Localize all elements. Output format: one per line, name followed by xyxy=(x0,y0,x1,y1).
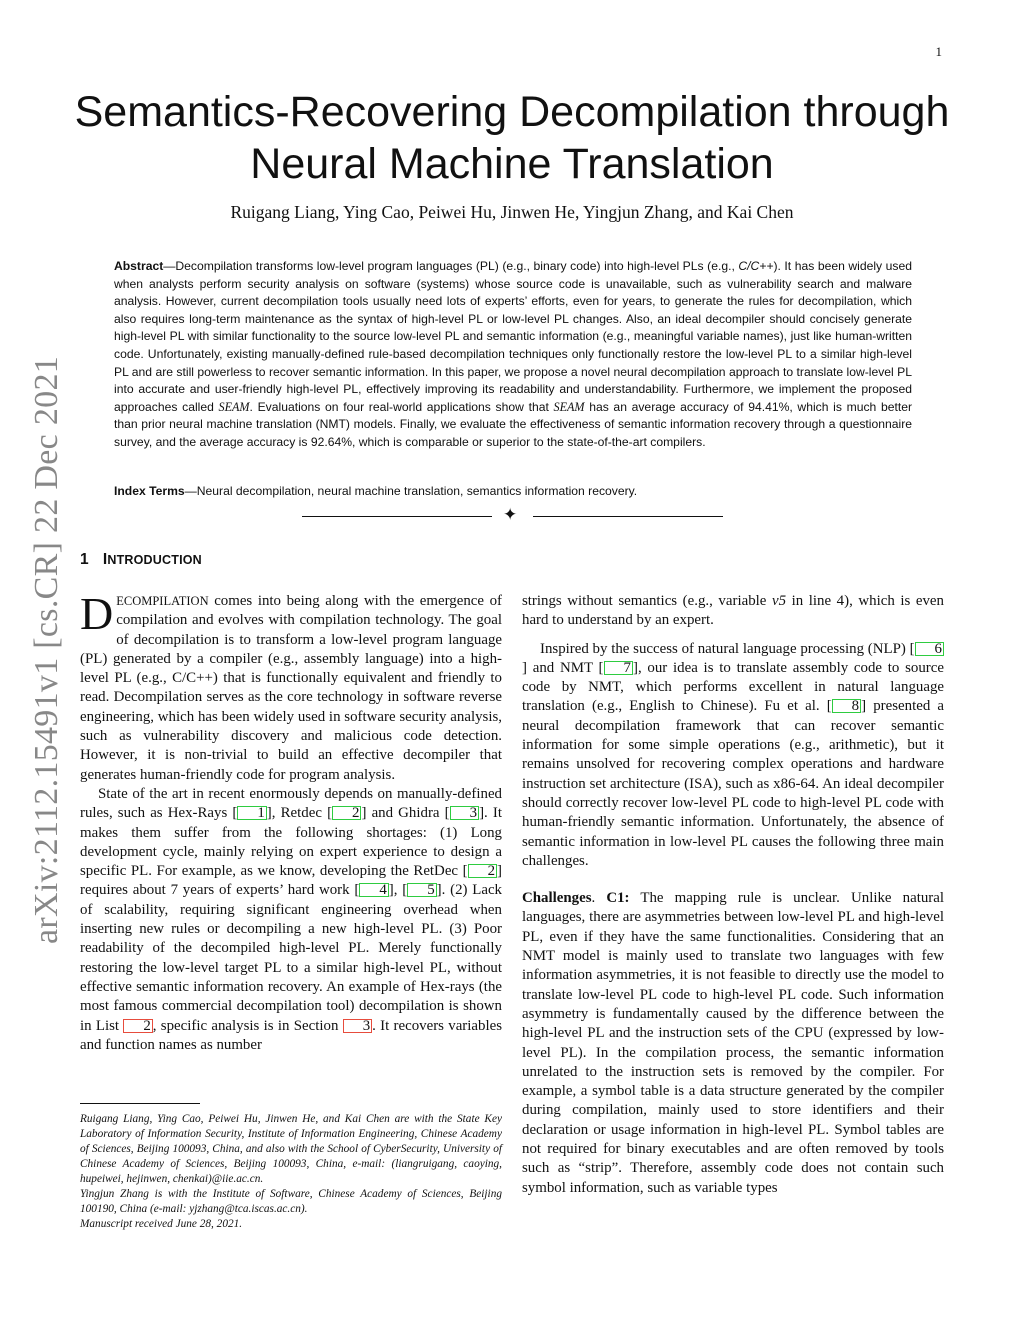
variable-name: v5 xyxy=(771,593,787,609)
paragraph-text: requires about 7 years of experts’ hard work xyxy=(80,882,355,899)
citation-link[interactable]: 6 xyxy=(915,642,944,656)
footnotes xyxy=(80,1112,502,1232)
smallcaps-word: ECOMPILATION xyxy=(116,594,209,608)
left-column xyxy=(80,588,502,1055)
abstract-seam: SEAM xyxy=(218,399,250,414)
section-title-rest: NTRODUCTION xyxy=(107,553,202,567)
paragraph-text: Inspired by the success of natural language processing (NLP) xyxy=(540,640,910,657)
challenge-label: C1: xyxy=(606,890,630,907)
index-terms-text: —Neural decompilation, neural machine translation, semantics information recovery. xyxy=(184,484,638,498)
paragraph-text: , xyxy=(393,882,403,899)
citation-link[interactable]: 4 xyxy=(359,883,388,897)
citation-link[interactable]: 3 xyxy=(450,806,479,820)
drop-cap: D xyxy=(80,588,114,639)
paragraph: Challenges. C1: The mapping rule is unclear. Unlike natural languages, there are asymmetries between low-level PL and high-level PL, even if they have the same functionalities. Considering that an NMT model is mainly used to translate two languages with few information asymmetries, it is not feasible to directly use the model to translate low-level PL code to high-level PL code. Such information asymmetry is fundamentally caused by the difference between the high-level PL and the instruction sets of the CPU (expressed by low-level PL). In the compilation process, the semantic information unrelated to the instruction sets is removed by the compiler. For example, a symbol table is a data structure generated by the compiler during compilation, mainly used to store identifiers and their declaration or usage information in high-level PL. Symbol tables are not required for binary executables and are often removed by tools such as “strip”. Therefore, assembly code does not contain such symbol information, such as variable types xyxy=(522,890,944,1196)
citation-link[interactable]: 8 xyxy=(832,699,861,713)
paragraph-text: in line 4), which is even hard to understand by an expert. xyxy=(522,593,944,629)
citation-link[interactable]: 5 xyxy=(407,883,436,897)
abstract-text: . Evaluations on four real-world applications show that xyxy=(249,399,554,414)
list-link[interactable]: 2 xyxy=(123,1019,152,1033)
title-line-1: Semantics-Recovering Decompilation through xyxy=(74,88,950,136)
section-title-initial: I xyxy=(102,551,108,568)
paragraph-text: . It makes them suffer from the following shortages: (1) Long development cycle, mainly relying on expert experience to design a specific PL. For example, as we know, developing the RetDec xyxy=(80,805,502,880)
paragraph-text: , our idea is to translate assembly code to source code by NMT, which performs excellent in natural language translation (e.g., English to Chinese). Fu et al. xyxy=(522,659,944,715)
abstract-seam: SEAM xyxy=(553,399,585,414)
paragraph: State of the art in recent enormously depends on manually-defined rules, such as Hex-Rays [ 1 ], Retdec [ 2 ] and Ghidra [ 3 ]. It makes them suffer from the following shortages: (1) Long development cycle, mainly relying on expert experience to design a specific PL. For example, as we know, developing the RetDec [ 2 ] requires about 7 years of experts’ hard work [ 4 ], [ 5 ]. (2) Lack of scalability, requiring significant engineering overhead when inserting new rules or decompiling a new high-level PL. (3) Poor readability of the decompiled high-level PL. Merely functionally restoring the low-level target PL to a similar high-level PL, without effective semantic information recovery. An example of Hex-rays (the most famous commercial decompilation tool) decompilation is shown in List 2 , specific analysis is in Section 3 . It recovers variables and function names as number xyxy=(80,785,502,1053)
citation-link[interactable]: 7 xyxy=(604,661,633,675)
page-number: 1 xyxy=(935,44,942,59)
divider-diamond-icon: ✦ xyxy=(503,505,518,524)
abstract-cpp: C/C++ xyxy=(738,259,774,273)
paragraph-text: comes into being along with the emergence of compilation and evolves with compilation technology. The goal of decompilation is to transform a low-level program language (PL) generated by a compiler (e.g., assembly language) into a high-level PL (e.g., C/C++) that is functionally equivalent and friendly to read. Decompilation serves as the core technology in software reverse engineering, which has been widely used in software security analysis, such as vulnerability discovery and malicious code detection. However, it is non-trivial to build an effective decompiler that generates human-friendly code for program analysis. xyxy=(80,593,502,783)
paragraph-text: The mapping rule is unclear. Unlike natural languages, there are asymmetries between low-level PL and high-level PL, even if they have the same functionalities. Considering that an NMT model is mainly used to translate two languages with few information asymmetries, it is not feasible to directly use the model to translate low-level PL code to high-level PL code. Such information asymmetry is fundamentally caused by the difference between the high-level PL and the instruction sets of the CPU (expressed by low-level PL). In the compilation process, the semantic information unrelated to the instruction sets is removed by the compiler. For example, a symbol table is a data structure generated by the compiler during compilation, mainly used to store identifiers and their declaration or usage information in high-level PL. Symbol tables are not required for binary executables and are often removed by tools such as “strip”. Therefore, assembly code does not contain such symbol information, such as variable types xyxy=(522,890,944,1196)
section-number: 1 xyxy=(80,551,89,568)
paragraph-text: and Ghidra xyxy=(366,805,445,822)
abstract-text: ). It has been widely used when analysts perform security analysis on software (systems) whose source code is unavailable, such as vulnerability search and malware analysis. However, current decompilation tools usually need lots of experts’ efforts, even for years, to generate the rules for decompilation, which also requires long-term maintenance as the syntax of high-level PL or low-level PL changes. Also, an ideal decompiler should concisely generate high-level PL with similar functionality to the source low-level PL and semantic information (e.g., meaningful variable names), just like human-written code. Unfortunately, existing manually-defined rule-based decompilation techniques only functionally restore the low-level PL to a similar high-level PL and are still powerless to recover semantic information. In this paper, we propose a novel neural decompilation approach to translate low-level PL into accurate and user-friendly high-level PL, effectively improving its readability and understandability. Furthermore, we implement the proposed approaches called xyxy=(114,259,912,414)
paragraph xyxy=(522,592,944,631)
citation-link[interactable]: 2 xyxy=(468,864,497,878)
abstract xyxy=(114,258,912,452)
right-column xyxy=(522,592,944,1198)
section-heading xyxy=(80,551,202,569)
divider-rule-left xyxy=(302,516,492,517)
footnote-rule xyxy=(80,1103,200,1104)
author-list: Ruigang Liang, Ying Cao, Peiwei Hu, Jinwen He, Yingjun Zhang, and Kai Chen xyxy=(230,202,794,222)
paragraph-text: , Retdec xyxy=(271,805,328,822)
citation-link[interactable]: 2 xyxy=(332,806,361,820)
index-terms-label: Index Terms xyxy=(114,484,185,498)
footnote: Yingjun Zhang is with the Institute of Software, Chinese Academy of Sciences, Beijing 100190, China (e-mail: yjzhang@tca.iscas.ac.cn). xyxy=(80,1188,502,1215)
paragraph-text: . (2) Lack of scalability, requiring significant engineering overhead when inserting new rules or decompiling a new high-level PL. (3) Poor readability of the decompiled high-level PL. Merely functionally restoring the low-level target PL to a similar high-level PL, without effective semantic information recovery. An example of Hex-rays (the most famous commercial decompilation tool) decompilation is shown in List xyxy=(80,882,502,1034)
paragraph-text: and NMT xyxy=(526,659,599,676)
footnote: Manuscript received June 28, 2021. xyxy=(80,1218,243,1230)
paragraph-text: presented a neural decompilation framework that can recover semantic information for some simple operations (e.g., arithmetic), but it remains unsolved for recovering complex operations and hardware instruction set architecture (ISA), such as x86-64. An ideal decompiler should correctly recover low-level PL code to high-level PL code with human-friendly semantic information. Unfortunately, the absence of semantic information in low-level PL causes the following three main challenges. xyxy=(522,698,945,869)
title-line-2: Neural Machine Translation xyxy=(250,140,774,188)
citation-link[interactable]: 1 xyxy=(237,806,266,820)
abstract-text: —Decompilation transforms low-level program languages (PL) (e.g., binary code) into high-level PLs (e.g., xyxy=(163,259,739,273)
paragraph-text: , specific analysis is in Section xyxy=(152,1017,343,1034)
paragraph xyxy=(80,588,502,785)
abstract-text: has an average accuracy of 94.41%, which is much better than prior neural machine translation (NMT) models. Finally, we evaluate the effectiveness of semantic information recovery through a questionnaire survey, and the average accuracy is 92.64%, which is comparable or superior to the state-of-the-art compilers. xyxy=(114,399,912,449)
paragraph-text: State of the art in recent enormously depends on manually-defined rules, such as Hex-Rays xyxy=(80,785,502,822)
paragraph-text: . It recovers variables and function names as number xyxy=(80,1017,502,1053)
footnote: Ruigang Liang, Ying Cao, Peiwei Hu, Jinwen He, and Kai Chen are with the State Key Laboratory of Information Security, Institute of Information Engineering, Chinese Academy of Sciences, Beijing 100093, China, and also with the School of CyberSecurity, University of Chinese Academy of Sciences, Beijing 100093, China, e-mail: (liangruigang, caoying, hupeiwei, hejinwen, chenkai)@iie.ac.cn. xyxy=(80,1113,502,1185)
paper-title xyxy=(60,86,964,190)
section-link[interactable]: 3 xyxy=(343,1019,372,1033)
paragraph: Inspired by the success of natural language processing (NLP) [ 6] and NMT [ 7 ], our idea is to translate assembly code to source code by NMT, which performs excellent in natural language translation (e.g., English to Chinese). Fu et al. [ 8 ] presented a neural decompilation framework that can recover semantic information for some simple operations (e.g., arithmetic), but it remains unsolved for recovering complex operations and hardware instruction set architecture (ISA), such as x86-64. An ideal decompiler should correctly recover low-level PL code to high-level PL code with human-friendly semantic information. Unfortunately, the absence of semantic information in low-level PL causes the following three main challenges. xyxy=(522,640,945,869)
paragraph-label: Challenges xyxy=(522,890,592,907)
arxiv-stamp: arXiv:2112.15491v1 [cs.CR] 22 Dec 2021 xyxy=(28,355,65,944)
paragraph-text: strings without semantics (e.g., variable xyxy=(522,593,772,609)
index-terms xyxy=(114,483,912,501)
divider-rule-right xyxy=(533,516,723,517)
abstract-label: Abstract xyxy=(114,259,164,273)
